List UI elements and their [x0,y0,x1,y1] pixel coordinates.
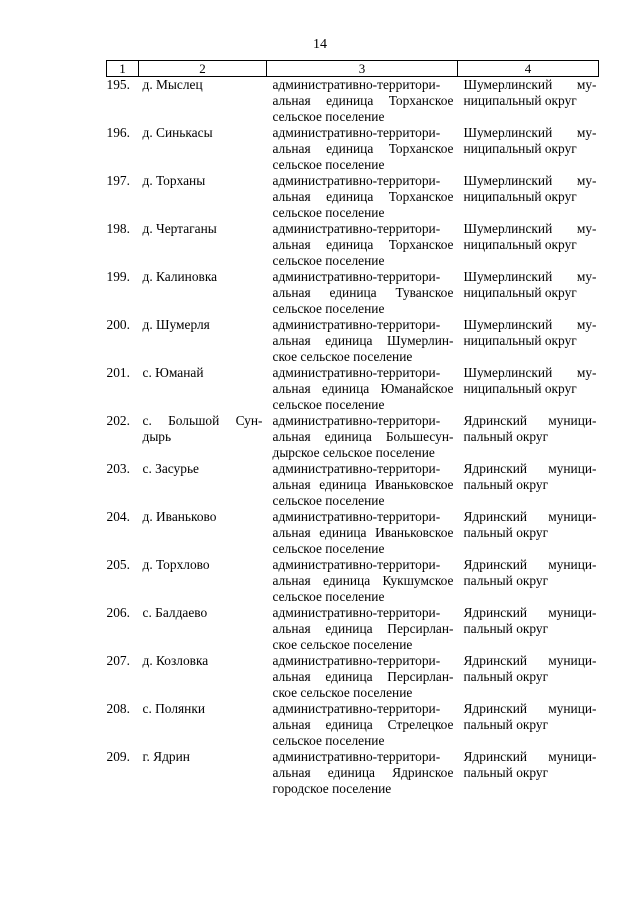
administrative-unit-line: административно-территори- [272,701,441,716]
row-number: 200. [106,317,130,332]
administrative-unit-line: сельское поселение [272,252,385,268]
table-row [107,701,599,749]
municipal-district [458,125,599,173]
municipal-district-line: Ядринский муници- [463,413,597,428]
settlement-name [139,413,267,461]
settlement-name [139,125,267,173]
administrative-unit-line: административно-территори- [272,653,441,668]
administrative-unit [267,365,458,413]
administrative-unit-line: административно-территори- [272,509,441,524]
settlement-name [139,269,267,317]
municipal-district-line: ниципальный округ [463,332,577,348]
table-row [107,461,599,509]
municipal-district-line: ниципальный округ [463,236,577,252]
administrative-unit [267,173,458,221]
row-number: 196. [106,125,130,140]
municipal-district-line: пальный округ [463,668,549,684]
settlement-name-line: дырь [142,428,172,444]
administrative-unit-line: административно-территори- [272,269,441,284]
row-number: 201. [106,365,130,380]
row-number: 209. [106,749,130,764]
municipal-district-line: пальный округ [463,620,549,636]
administrative-unit-line: альная единица Персирлан- [272,620,454,636]
row-number: 205. [106,557,130,572]
settlement-name [139,749,267,797]
municipal-district-line: Ядринский муници- [463,605,597,620]
table-row [107,365,599,413]
administrative-unit-line: административно-территори- [272,77,441,92]
administrative-unit-line: сельское поселение [272,540,385,556]
municipal-district [458,749,599,797]
administrative-unit-line: альная единица Стрелецкое [272,716,454,732]
settlement-name-line: г. Ядрин [142,749,190,764]
settlement-name-line: с. Балдаево [142,605,208,620]
municipal-district-line: ниципальный округ [463,284,577,300]
administrative-unit-line: административно-территори- [272,317,441,332]
municipal-district-line: Ядринский муници- [463,653,597,668]
administrative-unit-line: сельское поселение [272,156,385,172]
municipal-district [458,365,599,413]
municipal-district [458,461,599,509]
settlement-name [139,605,267,653]
row-number: 202. [106,413,130,428]
administrative-unit [267,317,458,365]
administrative-unit-line: альная единица Ядринское [272,764,454,780]
municipal-district-line: Ядринский муници- [463,509,597,524]
settlement-name [139,221,267,269]
settlement-name [139,461,267,509]
settlement-name-line: д. Торханы [142,173,206,188]
administrative-unit-line: административно-территори- [272,461,441,476]
administrative-unit-line: альная единица Иваньковское [272,476,454,492]
table-row [107,173,599,221]
administrative-unit-line: альная единица Кукшумское [272,572,454,588]
administrative-unit-line: административно-территори- [272,605,441,620]
settlement-name-line: д. Мыслец [142,77,203,92]
table-row [107,221,599,269]
administrative-unit-line: административно-территори- [272,413,441,428]
settlement-name-line: д. Иваньково [142,509,217,524]
settlement-name-line: д. Чертаганы [142,221,217,236]
municipal-district-line: пальный округ [463,764,549,780]
administrative-unit-line: сельское поселение [272,204,385,220]
municipal-district [458,701,599,749]
row-number: 207. [106,653,130,668]
settlement-name-line: с. Полянки [142,701,206,716]
administrative-unit [267,701,458,749]
municipal-district [458,557,599,605]
administrative-unit [267,509,458,557]
administrative-unit [267,413,458,461]
administrative-unit-line: ское сельское поселение [272,636,413,652]
administrative-unit [267,125,458,173]
municipal-district-line: ниципальный округ [463,140,577,156]
municipal-district [458,221,599,269]
table-row [107,269,599,317]
settlement-name [139,653,267,701]
administrative-unit-line: альная единица Торханское [272,236,454,252]
settlement-name-line: с. Юманай [142,365,204,380]
settlement-name-line: с. Большой Сун- [142,413,263,428]
row-number: 204. [106,509,130,524]
administrative-unit-line: альная единица Юманайское [272,380,454,396]
municipal-district-line: Шумерлинский му- [463,173,597,188]
settlement-name-line: д. Шумерля [142,317,210,332]
row-number: 203. [106,461,130,476]
administrative-unit-line: дырское сельское поселение [272,444,435,460]
municipal-district-line: пальный округ [463,572,549,588]
table-row [107,413,599,461]
column-header: 3 [267,61,458,77]
row-number: 198. [106,221,130,236]
settlement-name-line: д. Калиновка [142,269,218,284]
municipal-district-line: пальный округ [463,716,549,732]
municipal-district-line: ниципальный округ [463,188,577,204]
table-row [107,77,599,126]
municipal-district-line: пальный округ [463,476,549,492]
administrative-unit-line: альная единица Торханское [272,92,454,108]
administrative-unit-line: альная единица Торханское [272,140,454,156]
administrative-unit-line: сельское поселение [272,492,385,508]
row-number: 206. [106,605,130,620]
column-header: 1 [107,61,139,77]
administrative-unit-line: сельское поселение [272,732,385,748]
municipal-district-line: Шумерлинский му- [463,125,597,140]
municipal-district-line: Шумерлинский му- [463,365,597,380]
row-number: 199. [106,269,130,284]
municipal-district-line: Ядринский муници- [463,461,597,476]
settlement-name-line: д. Торхлово [142,557,210,572]
administrative-unit [267,557,458,605]
row-number: 208. [106,701,130,716]
administrative-unit-line: альная единица Торханское [272,188,454,204]
administrative-unit-line: ское сельское поселение [272,684,413,700]
settlements-table [106,60,599,797]
municipal-district [458,605,599,653]
table-row [107,605,599,653]
municipal-district [458,269,599,317]
table-header-row [107,61,599,77]
municipal-district-line: Шумерлинский му- [463,269,597,284]
administrative-unit-line: административно-территори- [272,365,441,380]
table-row [107,509,599,557]
administrative-unit-line: административно-территори- [272,125,441,140]
column-header: 2 [139,61,267,77]
municipal-district-line: Ядринский муници- [463,557,597,572]
administrative-unit [267,77,458,126]
administrative-unit-line: административно-территори- [272,173,441,188]
municipal-district-line: ниципальный округ [463,92,577,108]
settlement-name [139,365,267,413]
row-number: 197. [106,173,130,188]
municipal-district [458,173,599,221]
administrative-unit-line: сельское поселение [272,588,385,604]
table-row [107,317,599,365]
settlement-name [139,317,267,365]
administrative-unit [267,653,458,701]
administrative-unit-line: альная единица Туванское [272,284,454,300]
municipal-district-line: Ядринский муници- [463,749,597,764]
settlement-name [139,509,267,557]
administrative-unit-line: сельское поселение [272,300,385,316]
settlement-name [139,173,267,221]
administrative-unit [267,461,458,509]
settlement-name [139,701,267,749]
municipal-district [458,413,599,461]
municipal-district-line: Шумерлинский му- [463,77,597,92]
settlement-name-line: с. Засурье [142,461,199,476]
municipal-district [458,509,599,557]
table-body [107,77,599,798]
administrative-unit-line: административно-территори- [272,557,441,572]
administrative-unit [267,605,458,653]
administrative-unit-line: городское поселение [272,780,392,796]
table-row [107,653,599,701]
administrative-unit [267,269,458,317]
settlement-name-line: д. Козловка [142,653,209,668]
settlement-name [139,557,267,605]
administrative-unit-line: альная единица Иваньковское [272,524,454,540]
municipal-district-line: ниципальный округ [463,380,577,396]
municipal-district [458,317,599,365]
municipal-district-line: Шумерлинский му- [463,221,597,236]
settlement-name [139,77,267,126]
administrative-unit-line: ское сельское поселение [272,348,413,364]
administrative-unit-line: альная единица Большесун- [272,428,454,444]
administrative-unit-line: альная единица Шумерлин- [272,332,454,348]
administrative-unit-line: административно-территори- [272,749,441,764]
municipal-district-line: Ядринский муници- [463,701,597,716]
municipal-district-line: пальный округ [463,524,549,540]
page-number: 14 [313,37,327,52]
municipal-district-line: пальный округ [463,428,549,444]
settlement-name-line: д. Синькасы [142,125,213,140]
administrative-unit-line: сельское поселение [272,396,385,412]
administrative-unit-line: сельское поселение [272,108,385,124]
column-header: 4 [458,61,599,77]
municipal-district-line: Шумерлинский му- [463,317,597,332]
municipal-district [458,77,599,126]
administrative-unit [267,749,458,797]
table-row [107,557,599,605]
administrative-unit-line: альная единица Персирлан- [272,668,454,684]
row-number: 195. [106,77,130,92]
table-row [107,125,599,173]
administrative-unit-line: административно-территори- [272,221,441,236]
administrative-unit [267,221,458,269]
table-row [107,749,599,797]
municipal-district [458,653,599,701]
